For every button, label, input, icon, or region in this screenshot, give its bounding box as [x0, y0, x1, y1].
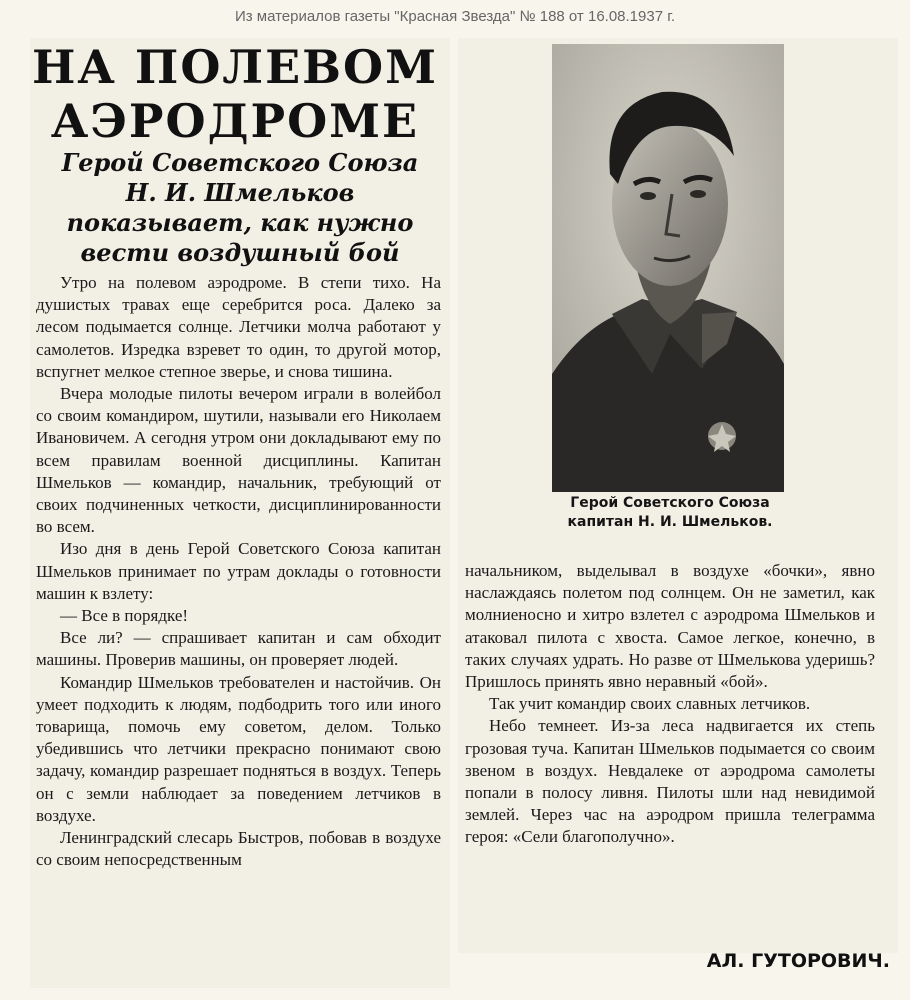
headline-line-2: АЭРОДРОМЕ [50, 94, 420, 148]
article-headline [30, 40, 440, 148]
article-body-right-column [465, 560, 875, 849]
article-subheadline [40, 148, 440, 268]
subhead-line-1: Герой Советского Союза [61, 148, 419, 177]
source-caption: Из материалов газеты "Красная Звезда" № 188 от 16.08.1937 г. [234, 8, 676, 25]
photo-caption [520, 494, 820, 532]
photo-caption-line-2: капитан Н. И. Шмельков. [567, 514, 773, 530]
body-paragraph: Командир Шмельков требователен и настойчив. Он умеет подходить к людям, подбодрить того или иного товарища, помочь ему советом, делом. Только убедившись что летчики прекрасно понимают свою задачу, командир разрешает подняться в воздух. Теперь он с земли наблюдает за поведением летчиков в воздухе. [36, 672, 441, 825]
body-paragraph: — Все в порядке! [60, 606, 189, 626]
body-paragraph: Небо темнеет. Из-за леса надвигается их степь грозовая туча. Капитан Шмельков подымается со своим звеном в воздух. Невдалеке от аэродрома самолеты попали в полосу ливня. Пилоты шли над невидимой землей. Через час на аэродром пришла телеграмма героя: «Сели благополучно». [465, 716, 875, 847]
body-paragraph: Ленинградский слесарь Быстров, побовав в воздухе со своим непосредственным [36, 828, 441, 870]
body-paragraph: Вчера молодые пилоты вечером играли в волейбол со своим командиром, шутили, называли его Николаем Ивановичем. А сегодня утром они докладывают ему по всем правилам военной дисциплины. Капитан Шмельков — командир, начальник, требующий от своих подчиненных четкости, дисциплинированности во всем. [36, 384, 441, 537]
body-paragraph: Утро на полевом аэродроме. В степи тихо. На душистых травах еще серебрится роса. Далеко за лесом подымается солнце. Летчики молча работают у самолетов. Изредка взревет то один, то другой мотор, вспугнет мелкое степное зверье, и снова тишина. [36, 273, 441, 381]
article-body-left-column [36, 272, 441, 871]
subhead-line-4: вести воздушный бой [80, 238, 400, 267]
subhead-line-2: Н. И. Шмельков [125, 178, 355, 207]
portrait-illustration [552, 44, 784, 492]
headline-line-1: НА ПОЛЕВОМ [31, 40, 439, 94]
author-signature: АЛ. ГУТОРОВИЧ. [706, 950, 890, 972]
body-paragraph: начальником, выделывал в воздухе «бочки», явно наслаждаясь полетом под солнцем. Он не заметил, как молниеносно и хитро взлетел с аэродрома Шмельков и атаковал пилота с хвоста. Самое легкое, конечно, в таких случаях удрать. Но разве от Шмелькова удеришь? Пришлось принять явно неравный «бой». [465, 561, 875, 692]
body-paragraph: Так учит командир своих славных летчиков. [489, 694, 811, 714]
subhead-line-3: показывает, как нужно [66, 208, 414, 237]
portrait-photo [552, 44, 784, 492]
photo-caption-line-1: Герой Советского Союза [570, 495, 770, 511]
body-paragraph: Изо дня в день Герой Советского Союза капитан Шмельков принимает по утрам доклады о готовности машин к взлету: [36, 539, 441, 603]
body-paragraph: Все ли? — спрашивает капитан и сам обходит машины. Проверив машины, он проверяет людей. [36, 628, 441, 670]
